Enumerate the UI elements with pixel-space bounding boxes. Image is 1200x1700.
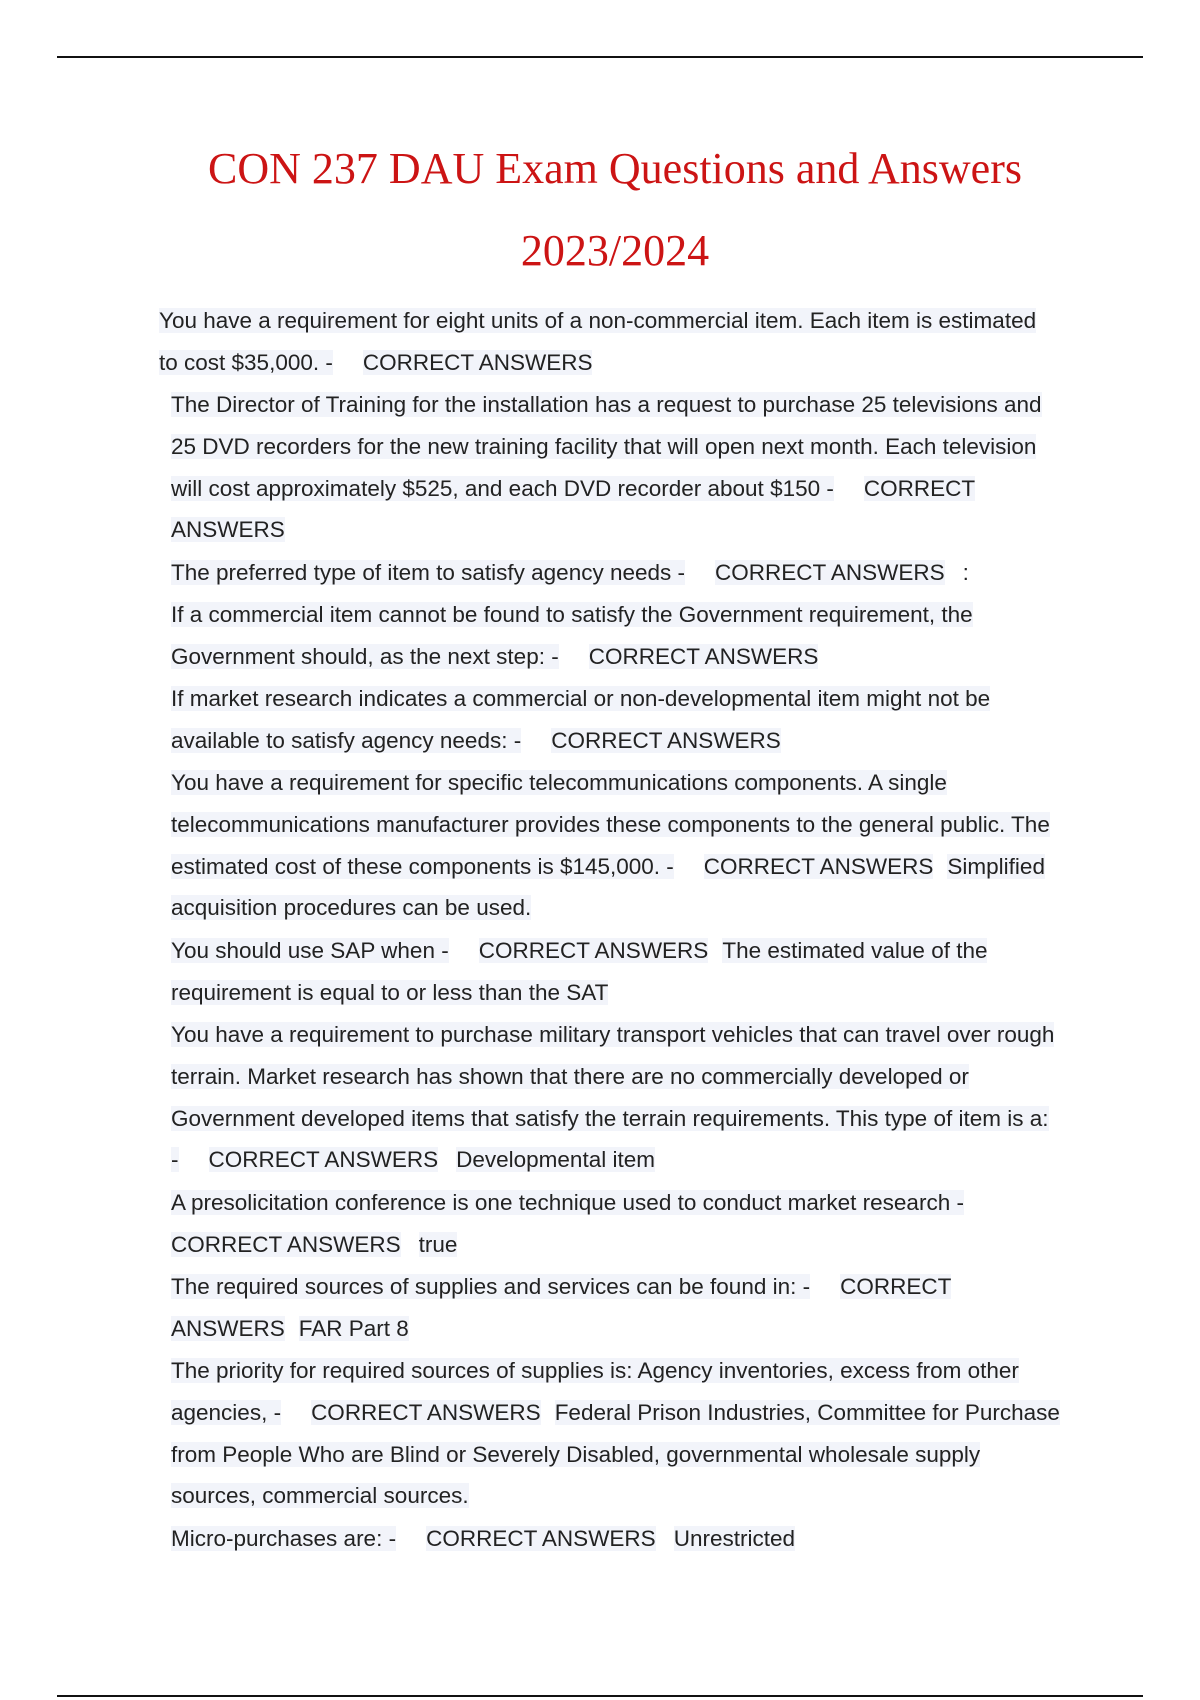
qa-item-11 [171, 1350, 1061, 1517]
question-text: The priority for required sources of supplies is: Agency inventories, excess from other agencies, - [171, 1358, 1019, 1425]
qa-item-4 [171, 594, 1051, 678]
question-text: You have a requirement to purchase military transport vehicles that can travel over rough terrain. Market research has shown that there are no commercially developed or Government developed items that satisfy the terrain requirements. This type of item is a: - [171, 1022, 1055, 1173]
answer-text: Developmental item [456, 1147, 655, 1173]
qa-item-12 [171, 1518, 1051, 1560]
question-text: You should use SAP when - [171, 938, 449, 963]
answer-label: CORRECT ANSWERS [208, 1147, 439, 1173]
answer-text: Federal Prison Industries, Committee for Purchase from People Who are Blind or Severely Disabled, governmental wholesale supply sources, commercial sources. [171, 1399, 1060, 1509]
qa-item-10 [171, 1266, 1051, 1350]
question-text: The preferred type of item to satisfy agency needs - [171, 560, 686, 585]
answer-label: CORRECT ANSWERS [171, 475, 976, 543]
top-rule [57, 56, 1143, 58]
answer-label: CORRECT ANSWERS [551, 727, 781, 753]
answer-text: FAR Part 8 [298, 1315, 409, 1341]
answer-label: CORRECT ANSWERS [588, 643, 819, 669]
qa-item-9 [171, 1182, 1051, 1266]
answer-label: CORRECT ANSWERS [171, 1274, 952, 1341]
question-text: The Director of Training for the installation has a request to purchase 25 televisions and 25 DVD recorders for the new training facility that will open next month. Each television will cost approximately $525, and each DVD recorder about $150 - [171, 392, 1042, 501]
answer-text: Unrestricted [673, 1526, 795, 1551]
answer-label: CORRECT ANSWERS [703, 853, 934, 879]
answer-label: CORRECT ANSWERS [311, 1399, 541, 1425]
qa-item-8 [171, 1014, 1061, 1181]
answer-label: CORRECT ANSWERS [715, 560, 945, 585]
answer-text: true [418, 1231, 458, 1257]
qa-item-1 [159, 300, 1059, 384]
question-text: You have a requirement for specific telecommunications components. A single telecommunications manufacturer provides these components to the general public. The estimated cost of these components is $145,000. - [171, 770, 1050, 879]
answer-text: The estimated value of the requirement is equal to or less than the SAT [171, 938, 988, 1005]
question-text: A presolicitation conference is one technique used to conduct market research - [171, 1190, 964, 1215]
question-text: The required sources of supplies and services can be found in: - [171, 1274, 811, 1299]
qa-item-3 [171, 552, 1051, 594]
question-text: You have a requirement for eight units of a non-commercial item. Each item is estimated to cost $35,000. - [159, 308, 1037, 375]
bottom-rule [57, 1695, 1143, 1697]
qa-item-2 [171, 384, 1051, 551]
answer-label: CORRECT ANSWERS [426, 1526, 656, 1551]
question-text: Micro-purchases are: - [171, 1526, 397, 1551]
document-title: CON 237 DAU Exam Questions and Answers 2023/2024 [208, 144, 1022, 275]
answer-label: CORRECT ANSWERS [478, 938, 709, 963]
question-text: If a commercial item cannot be found to satisfy the Government requirement, the Government should, as the next step: - [171, 602, 973, 669]
qa-item-6 [171, 762, 1051, 929]
answer-label: CORRECT ANSWERS [171, 1231, 401, 1257]
answer-text: : [962, 560, 969, 585]
answer-text: Simplified acquisition procedures can be used. [171, 853, 1045, 921]
question-text: If market research indicates a commercial or non-developmental item might not be available to satisfy agency needs: - [171, 686, 991, 753]
answer-label: CORRECT ANSWERS [362, 349, 593, 375]
qa-item-5 [171, 678, 1051, 762]
qa-item-7 [171, 930, 1061, 1014]
